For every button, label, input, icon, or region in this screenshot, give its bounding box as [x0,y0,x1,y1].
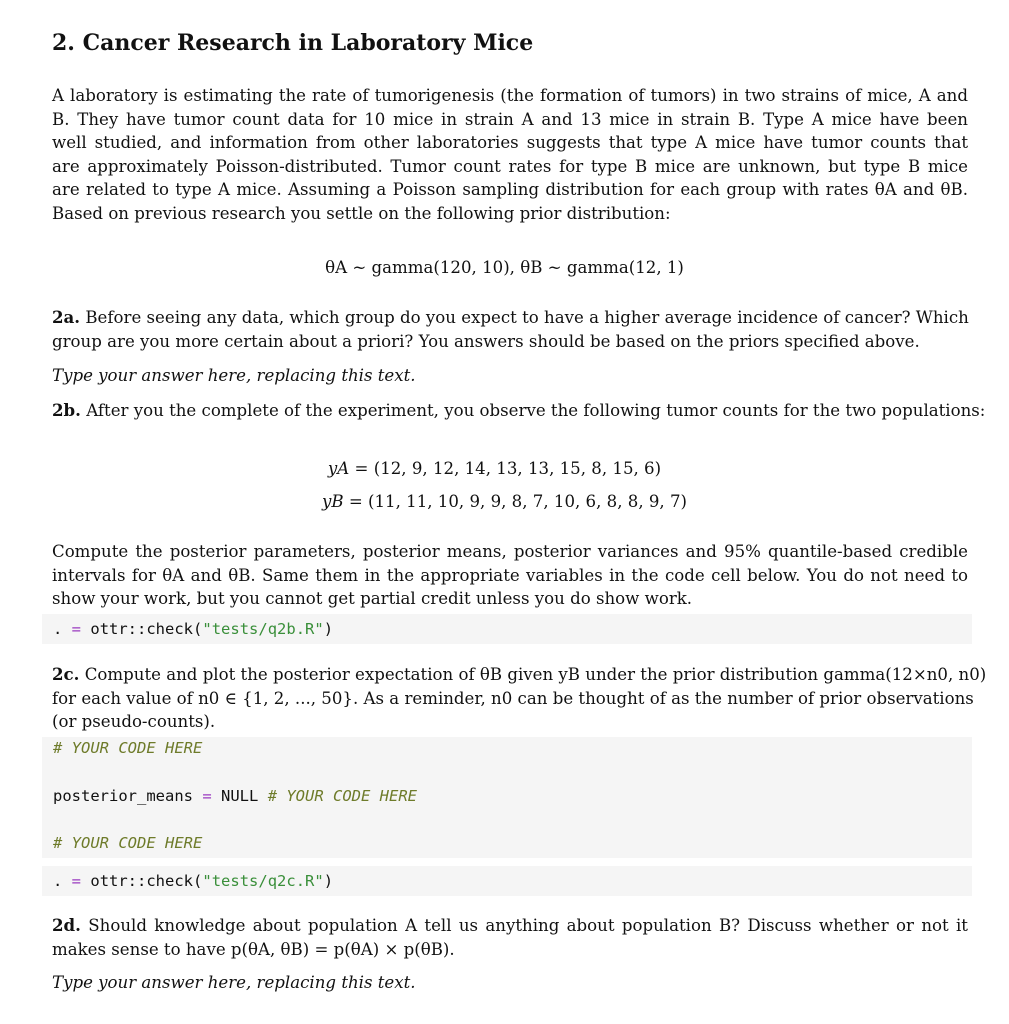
question-text: (or pseudo-counts). [52,712,216,731]
code-cell-q2c[interactable]: # YOUR CODE HERE posterior_means = NULL # YOUR CODE HERE # YOUR CODE HERE [42,737,972,858]
code-comment: # YOUR CODE HERE [53,834,203,852]
question-label: 2d. [52,915,81,935]
question-text: makes sense to have p(θA, θB) = p(θA) × p(θB). [52,939,455,959]
test-path: tests/q2c.R [211,872,315,890]
data-equation-a: yA = (12, 9, 12, 14, 13, 13, 15, 8, 15, 6) [327,459,662,478]
question-text: group are you more certain about a priori? You answers should be based on the priors specified above. [52,331,920,351]
question-label: 2a. [52,307,81,327]
code-variable: posterior_means [53,787,193,805]
question-text: Before seeing any data, which group do you expect to have a higher average incidence of cancer? Which [85,308,969,327]
intro-paragraph [52,84,968,225]
ya-label: yA [327,459,350,478]
instruction-line: show your work, but you cannot get partial credit unless you do show work. [52,589,693,608]
prior-equation: θA ~ gamma(120, 10), θB ~ gamma(12, 1) [325,258,684,277]
question-2b-instructions [52,540,968,611]
ya-values: (12, 9, 12, 14, 13, 13, 15, 8, 15, 6) [373,459,662,478]
question-text: Should knowledge about population A tell us anything about population B? Discuss whether or not it [88,916,968,935]
question-text: After you the complete of the experiment, you observe the following tumor counts for the two populations: [86,401,986,420]
section-title: 2. Cancer Research in Laboratory Mice [52,30,534,56]
yb-label: yB [321,492,344,511]
intro-line: Based on previous research you settle on the following prior distribution: [52,203,671,223]
question-2a [52,306,968,353]
question-text: for each value of n0 ∈ {1, 2, ..., 50}. As a reminder, n0 can be thought of as the number of prior observations [52,688,974,708]
instruction-line: intervals for θA and θB. Same them in the appropriate variables in the code cell below. You do not need to [52,565,968,585]
intro-line: B. They have tumor count data for 10 mice in strain A and 13 mice in strain B. Type A mice have been [52,109,968,129]
check-call: ottr::check [90,620,194,638]
intro-line: are approximately Poisson-distributed. Tumor count rates for type B mice are unknown, but type B mice [52,156,968,176]
code-comment: # YOUR CODE HERE [267,787,417,805]
question-text: Compute and plot the posterior expectation of θB given yB under the prior distribution gamma(12×n0, n0) [84,665,987,684]
question-2d [52,914,968,961]
question-2b [52,399,986,423]
code-value: NULL [221,787,259,805]
intro-line: well studied, and information from other laboratories suggests that type A mice have tumor counts that [52,133,968,152]
instruction-line: Compute the posterior parameters, posterior means, posterior variances and 95% quantile-based credible [52,542,968,561]
data-equation-b: yB = (11, 11, 10, 9, 9, 8, 7, 10, 6, 8, 8, 9, 7) [321,492,688,511]
question-label: 2c. [52,664,80,684]
intro-line: are related to type A mice. Assuming a Poisson sampling distribution for each group with rates θA and θB. [52,180,968,199]
intro-line: A laboratory is estimating the rate of tumorigenesis (the formation of tumors) in two strains of mice, A and [52,86,968,105]
test-path: tests/q2b.R [211,620,315,638]
answer-placeholder-2d[interactable]: Type your answer here, replacing this text. [52,973,416,992]
code-cell-q2b[interactable]: . = ottr::check("tests/q2b.R") [42,614,972,644]
yb-values: (11, 11, 10, 9, 9, 8, 7, 10, 6, 8, 8, 9, 7) [368,492,688,511]
check-call: ottr::check [90,872,194,890]
answer-placeholder-2a[interactable]: Type your answer here, replacing this text. [52,366,416,385]
code-comment: # YOUR CODE HERE [53,739,203,757]
question-2c [52,663,987,734]
code-cell-q2c-check[interactable]: . = ottr::check("tests/q2c.R") [42,866,972,896]
question-label: 2b. [52,400,81,420]
